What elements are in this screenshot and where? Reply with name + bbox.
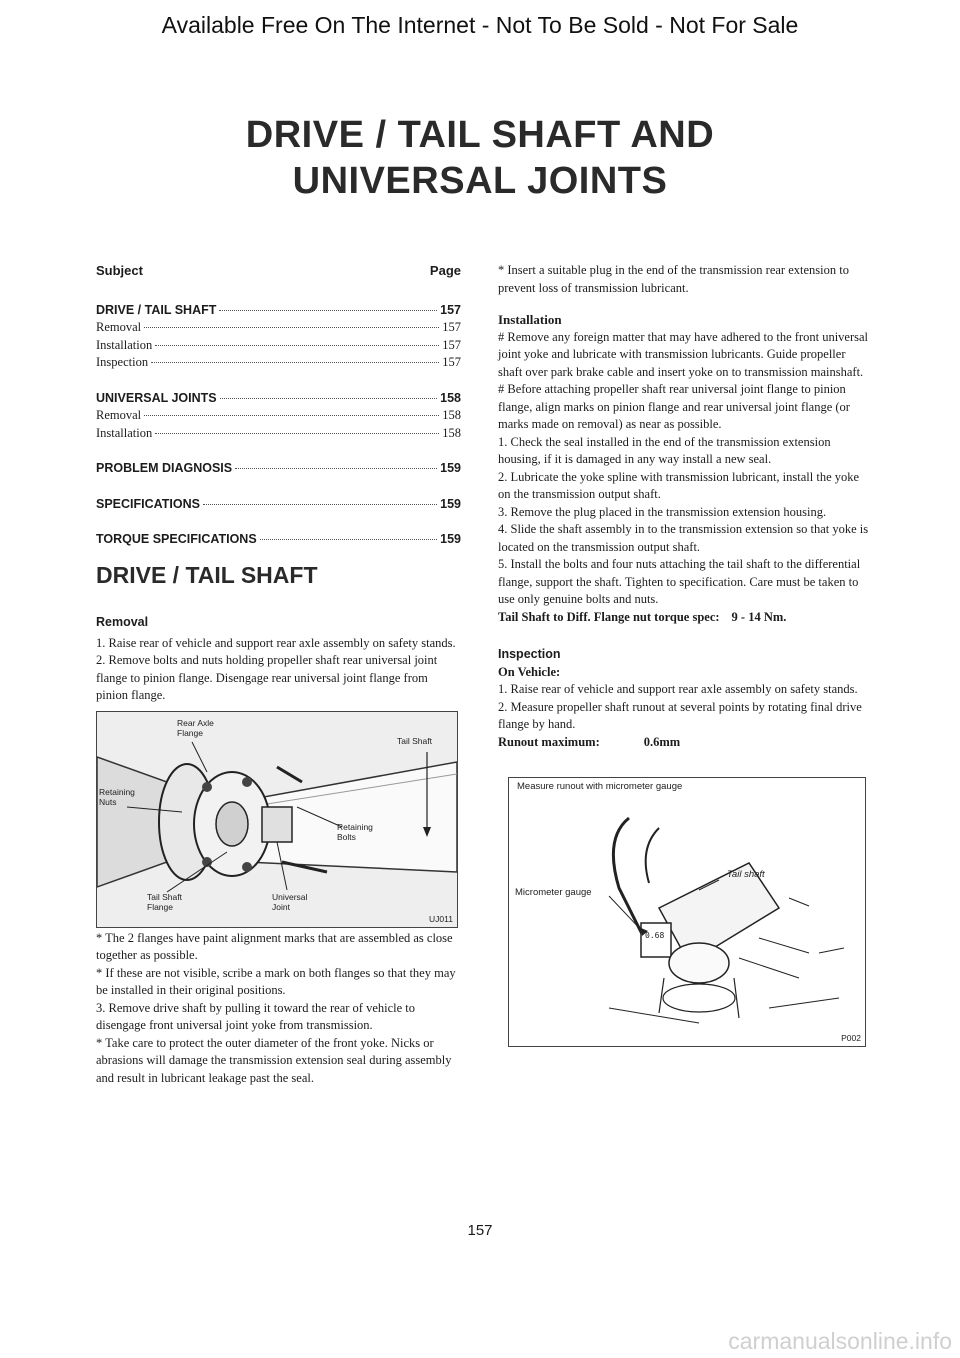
toc-leader-dots [155, 433, 439, 434]
toc-entry-title: PROBLEM DIAGNOSIS [96, 461, 233, 475]
toc-sub-page: 158 [442, 425, 461, 440]
runout-label: Runout maximum: [498, 734, 600, 749]
runout-value: 0.6mm [643, 734, 681, 749]
toc-entry-page: 158 [440, 390, 461, 405]
title-line-2: UNIVERSAL JOINTS [292, 160, 668, 202]
toc-header [96, 262, 461, 280]
toc-sub-page: 157 [442, 320, 461, 334]
toc-sub-label: Removal [96, 320, 142, 334]
runout-figure-caption: Measure runout with micrometer gauge [517, 781, 683, 792]
label-tail-shaft-flange: Tail Shaft Flange [147, 891, 182, 912]
toc-sub-label: Installation [96, 425, 153, 440]
toc-sub-label: Inspection [96, 355, 149, 369]
removal-note-1: * The 2 flanges have paint alignment marks that are assembled as close together as possible. [96, 930, 453, 962]
toc-leader-dots [144, 415, 439, 416]
removal-heading: Removal [96, 615, 149, 629]
toc-entry-title: TORQUE SPECIFICATIONS [96, 532, 257, 546]
toc-group [96, 302, 461, 372]
toc-entry-title: DRIVE / TAIL SHAFT [96, 302, 217, 317]
toc-sub-page: 157 [442, 355, 461, 369]
toc-sub-page: 157 [442, 337, 461, 352]
figure-runout-diagram [508, 777, 866, 1047]
torque-spec-label: Tail Shaft to Diff. Flange nut torque spec: [498, 609, 720, 624]
runout-spec [498, 734, 870, 752]
toc-sub-label: Installation [96, 337, 153, 352]
toc-group [96, 496, 461, 514]
runout-diagram-illustration [509, 778, 865, 1046]
toc-page-label: Page [429, 263, 461, 278]
label-rear-axle-flange: Rear Axle Flange [177, 717, 214, 738]
left-column [96, 262, 461, 1087]
label-tail-shaft-2: Tail shaft [727, 869, 765, 880]
inspection-step-1: 1. Raise rear of vehicle and support rear axle assembly on safety stands. [498, 682, 858, 696]
footer-watermark: carmanualsonline.info [728, 1328, 952, 1354]
toc-entry-page: 159 [440, 532, 461, 546]
toc-group [96, 390, 461, 443]
figure-code-2: P002 [841, 1033, 861, 1043]
toc-entry-main [96, 302, 461, 320]
toc-entry-sub [96, 319, 461, 337]
installation-note-b: # Before attaching propeller shaft rear universal joint flange to pinion flange, align marks on pinion flange and rear universal joint flange (or marks made on removal) as near as possible. [498, 382, 850, 431]
installation-step-1: 1. Check the seal installed in the end of the transmission extension housing, if it is damaged in any way install a new seal. [498, 434, 831, 466]
installation-heading: Installation [498, 312, 562, 327]
toc-leader-dots [155, 345, 439, 346]
removal-step-3: 3. Remove drive shaft by pulling it toward the rear of vehicle to disengage front universal joint yoke from transmission. [96, 1000, 416, 1032]
removal-note-2: * If these are not visible, scribe a mark on both flanges so that they may be installed in their original positions. [96, 965, 456, 997]
toc-entry-page: 159 [440, 461, 461, 475]
figure-flange-diagram [96, 711, 458, 928]
removal-step-1: 1. Raise rear of vehicle and support rear axle assembly on safety stands. [96, 635, 456, 650]
toc-group [96, 531, 461, 549]
section-title: DRIVE / TAIL SHAFT [96, 561, 318, 588]
toc-leader-dots [260, 539, 437, 540]
installation-step-3: 3. Remove the plug placed in the transmission extension housing. [498, 504, 827, 519]
removal-note-3: * Take care to protect the outer diameter of the front yoke. Nicks or abrasions will damage the transmission extension seal during assembly and result in lubricant leakage past the seal. [96, 1035, 452, 1085]
banner-notice: Available Free On The Internet - Not To Be Sold - Not For Sale [161, 12, 799, 38]
insert-plug-note: * Insert a suitable plug in the end of the transmission rear extension to prevent loss of transmission lubricant. [498, 263, 849, 295]
svg-text:0.68: 0.68 [645, 931, 665, 940]
toc-entry-main [96, 460, 461, 478]
toc-leader-dots [220, 398, 438, 399]
inspection-heading: Inspection [498, 647, 561, 661]
toc-entry-title: SPECIFICATIONS [96, 496, 200, 511]
label-micrometer-gauge: Micrometer gauge [515, 887, 592, 898]
toc-entry-page: 157 [440, 302, 461, 317]
label-retaining-bolts: Retaining Bolts [337, 821, 373, 842]
removal-step-2: 2. Remove bolts and nuts holding propeller shaft rear universal joint flange to pinion flange. Disengage rear universal joint flange from pinion flange. [96, 653, 438, 702]
toc-entry-main [96, 496, 461, 514]
toc-entry-page: 159 [440, 496, 461, 511]
label-retaining-nuts: Retaining Nuts [99, 786, 135, 807]
page-number: 157 [467, 1222, 493, 1239]
toc-subject-label: Subject [96, 263, 143, 278]
on-vehicle-label: On Vehicle: [498, 664, 561, 679]
label-tail-shaft: Tail Shaft [397, 735, 432, 746]
toc-entry-sub [96, 425, 461, 443]
toc-entry-sub [96, 354, 461, 372]
inspection-step-2: 2. Measure propeller shaft runout at several points by rotating final drive flange by hand. [498, 699, 862, 731]
toc-leader-dots [203, 504, 437, 505]
toc-entry-sub [96, 407, 461, 425]
toc-entry-sub [96, 337, 461, 355]
page-title [0, 112, 960, 204]
toc-leader-dots [219, 310, 437, 311]
title-line-1: DRIVE / TAIL SHAFT AND [245, 114, 715, 156]
torque-spec [498, 609, 870, 627]
toc-leader-dots [151, 362, 439, 363]
toc-group [96, 460, 461, 478]
right-column [498, 262, 870, 1047]
toc-entry-main [96, 531, 461, 549]
installation-note-a: # Remove any foreign matter that may have adhered to the front universal joint yoke and lubricate with transmission lubricants. Guide propeller shaft over park brake cable and insert yoke on to transmission mainshaft. [498, 329, 869, 379]
table-of-contents [96, 302, 461, 549]
installation-step-4: 4. Slide the shaft assembly in to the transmission extension so that yoke is located on the transmission output shaft. [498, 522, 869, 554]
toc-entry-main [96, 390, 461, 408]
label-universal-joint: Universal Joint [272, 891, 308, 912]
torque-spec-value: 9 - 14 Nm. [731, 609, 787, 624]
figure-code: UJ011 [429, 913, 453, 924]
toc-leader-dots [144, 327, 439, 328]
toc-sub-label: Removal [96, 408, 142, 422]
toc-sub-page: 158 [442, 408, 461, 422]
toc-entry-title: UNIVERSAL JOINTS [96, 390, 217, 405]
installation-step-5: 5. Install the bolts and four nuts attaching the tail shaft to the differential flange, support the shaft. Tighten to specification. Care must be taken to use only genuine bolts and nuts. [498, 557, 861, 606]
installation-step-2: 2. Lubricate the yoke spline with transmission lubricant, install the yoke on the transmission output shaft. [498, 469, 860, 501]
toc-leader-dots [235, 468, 437, 469]
